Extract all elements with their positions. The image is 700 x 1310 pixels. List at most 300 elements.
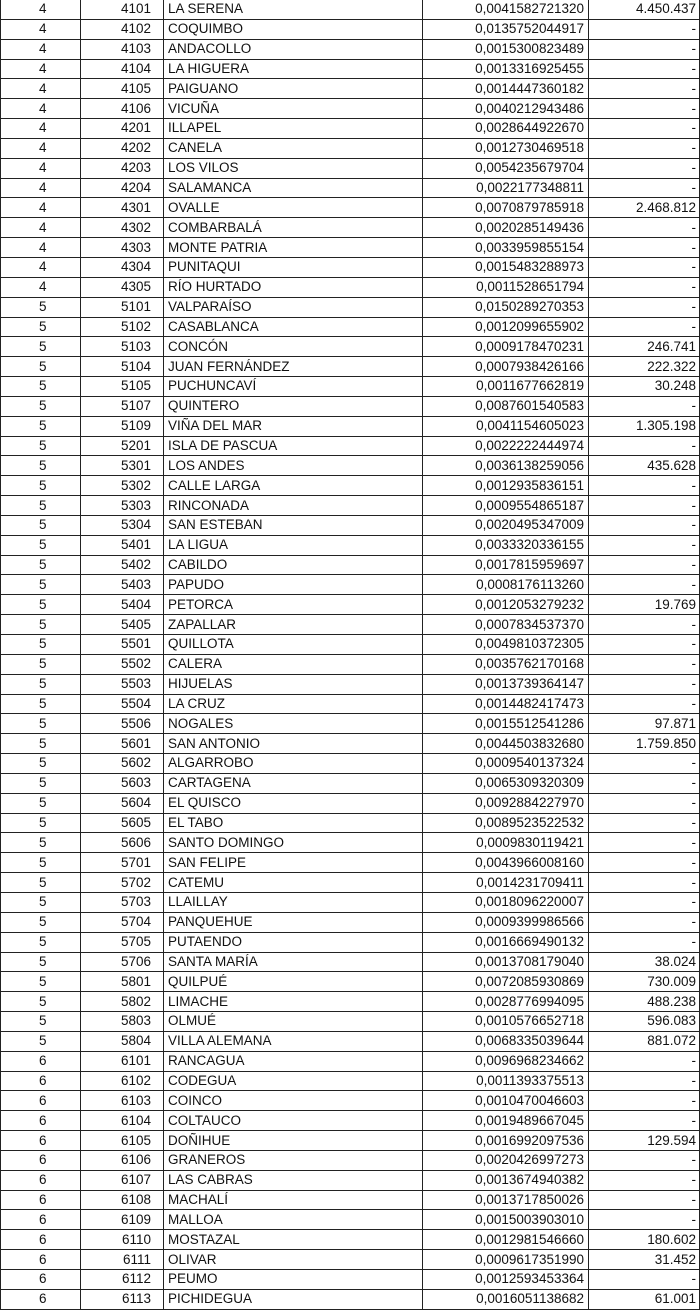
amount-cell: - <box>589 476 700 496</box>
coefficient-cell: 0,0041582721320 <box>423 0 589 19</box>
coefficient-cell: 0,0096968234662 <box>423 1051 589 1071</box>
amount-cell: 31.452 <box>589 1250 700 1270</box>
table-row <box>1 694 700 714</box>
table-row <box>1 416 700 436</box>
region-cell: 6 <box>1 1071 81 1091</box>
region-cell: 4 <box>1 0 81 19</box>
region-cell: 5 <box>1 1012 81 1032</box>
coefficient-cell: 0,0065309320309 <box>423 773 589 793</box>
table-row <box>1 635 700 655</box>
region-cell: 4 <box>1 238 81 258</box>
region-cell: 4 <box>1 178 81 198</box>
table-row <box>1 476 700 496</box>
commune-name-cell: MALLOA <box>164 1210 423 1230</box>
region-cell: 5 <box>1 436 81 456</box>
commune-code-cell: 5705 <box>81 932 164 952</box>
table-row <box>1 257 700 277</box>
table-row <box>1 138 700 158</box>
commune-code-cell: 4203 <box>81 158 164 178</box>
commune-code-cell: 6106 <box>81 1150 164 1170</box>
table-row <box>1 1170 700 1190</box>
amount-cell: - <box>589 317 700 337</box>
region-cell: 5 <box>1 734 81 754</box>
commune-code-cell: 6107 <box>81 1170 164 1190</box>
coefficient-cell: 0,0013674940382 <box>423 1170 589 1190</box>
commune-code-cell: 6104 <box>81 1111 164 1131</box>
region-cell: 5 <box>1 416 81 436</box>
commune-name-cell: PICHIDEGUA <box>164 1289 423 1309</box>
table-row <box>1 873 700 893</box>
region-cell: 5 <box>1 932 81 952</box>
table-row <box>1 992 700 1012</box>
coefficient-cell: 0,0009178470231 <box>423 337 589 357</box>
region-cell: 5 <box>1 773 81 793</box>
coefficient-cell: 0,0041154605023 <box>423 416 589 436</box>
coefficient-cell: 0,0007938426166 <box>423 357 589 377</box>
amount-cell: 180.602 <box>589 1230 700 1250</box>
coefficient-cell: 0,0044503832680 <box>423 734 589 754</box>
amount-cell: - <box>589 1051 700 1071</box>
commune-name-cell: NOGALES <box>164 714 423 734</box>
amount-cell: - <box>589 674 700 694</box>
region-cell: 6 <box>1 1190 81 1210</box>
region-cell: 6 <box>1 1111 81 1131</box>
table-row <box>1 198 700 218</box>
table-row <box>1 0 700 19</box>
table-row <box>1 952 700 972</box>
commune-code-cell: 5105 <box>81 377 164 397</box>
amount-cell: - <box>589 178 700 198</box>
amount-cell: - <box>589 515 700 535</box>
amount-cell: 38.024 <box>589 952 700 972</box>
coefficient-cell: 0,0016051138682 <box>423 1289 589 1309</box>
amount-cell: - <box>589 654 700 674</box>
table-row <box>1 496 700 516</box>
table-row <box>1 377 700 397</box>
commune-name-cell: CALERA <box>164 654 423 674</box>
coefficient-cell: 0,0020495347009 <box>423 515 589 535</box>
coefficient-cell: 0,0012593453364 <box>423 1270 589 1290</box>
region-cell: 6 <box>1 1170 81 1190</box>
commune-code-cell: 6105 <box>81 1131 164 1151</box>
region-cell: 5 <box>1 635 81 655</box>
amount-cell: - <box>589 813 700 833</box>
commune-code-cell: 4105 <box>81 79 164 99</box>
amount-cell: - <box>589 873 700 893</box>
region-cell: 5 <box>1 972 81 992</box>
commune-code-cell: 5502 <box>81 654 164 674</box>
coefficient-cell: 0,0036138259056 <box>423 456 589 476</box>
table-row <box>1 654 700 674</box>
table-row <box>1 1131 700 1151</box>
commune-code-cell: 5802 <box>81 992 164 1012</box>
commune-code-cell: 4201 <box>81 119 164 139</box>
commune-name-cell: OLMUÉ <box>164 1012 423 1032</box>
table-row <box>1 515 700 535</box>
amount-cell: - <box>589 793 700 813</box>
commune-name-cell: PAPUDO <box>164 575 423 595</box>
amount-cell: - <box>589 99 700 119</box>
region-cell: 5 <box>1 952 81 972</box>
commune-name-cell: LAS CABRAS <box>164 1170 423 1190</box>
table-row <box>1 1250 700 1270</box>
amount-cell: - <box>589 615 700 635</box>
coefficient-cell: 0,0033959855154 <box>423 238 589 258</box>
table-row <box>1 734 700 754</box>
table-row <box>1 1091 700 1111</box>
commune-code-cell: 5602 <box>81 754 164 774</box>
commune-name-cell: CANELA <box>164 138 423 158</box>
commune-code-cell: 5702 <box>81 873 164 893</box>
coefficient-cell: 0,0022177348811 <box>423 178 589 198</box>
commune-name-cell: GRANEROS <box>164 1150 423 1170</box>
table-row <box>1 813 700 833</box>
commune-name-cell: RINCONADA <box>164 496 423 516</box>
commune-name-cell: DOÑIHUE <box>164 1131 423 1151</box>
amount-cell: 4.450.437 <box>589 0 700 19</box>
table-row <box>1 456 700 476</box>
region-cell: 5 <box>1 555 81 575</box>
commune-name-cell: RANCAGUA <box>164 1051 423 1071</box>
commune-name-cell: MOSTAZAL <box>164 1230 423 1250</box>
amount-cell: - <box>589 59 700 79</box>
amount-cell: - <box>589 694 700 714</box>
region-cell: 6 <box>1 1250 81 1270</box>
commune-code-cell: 4302 <box>81 218 164 238</box>
table-row <box>1 595 700 615</box>
commune-code-cell: 4301 <box>81 198 164 218</box>
table-row <box>1 972 700 992</box>
region-cell: 5 <box>1 317 81 337</box>
commune-code-cell: 6112 <box>81 1270 164 1290</box>
coefficient-cell: 0,0016992097536 <box>423 1131 589 1151</box>
commune-code-cell: 4102 <box>81 19 164 39</box>
commune-code-cell: 5402 <box>81 555 164 575</box>
table-row <box>1 317 700 337</box>
region-cell: 5 <box>1 813 81 833</box>
region-cell: 5 <box>1 476 81 496</box>
coefficient-cell: 0,0010470046603 <box>423 1091 589 1111</box>
commune-code-cell: 6111 <box>81 1250 164 1270</box>
amount-cell: - <box>589 635 700 655</box>
amount-cell: - <box>589 158 700 178</box>
commune-name-cell: LOS ANDES <box>164 456 423 476</box>
region-cell: 6 <box>1 1289 81 1309</box>
commune-name-cell: CASABLANCA <box>164 317 423 337</box>
coefficient-cell: 0,0054235679704 <box>423 158 589 178</box>
amount-cell: - <box>589 535 700 555</box>
table-row <box>1 754 700 774</box>
commune-code-cell: 5803 <box>81 1012 164 1032</box>
table-row <box>1 575 700 595</box>
coefficient-cell: 0,0018096220007 <box>423 892 589 912</box>
commune-name-cell: LA CRUZ <box>164 694 423 714</box>
coefficient-cell: 0,0009617351990 <box>423 1250 589 1270</box>
amount-cell: 30.248 <box>589 377 700 397</box>
commune-name-cell: LIMACHE <box>164 992 423 1012</box>
amount-cell: - <box>589 496 700 516</box>
coefficient-cell: 0,0011528651794 <box>423 277 589 297</box>
table-row <box>1 1031 700 1051</box>
region-cell: 5 <box>1 575 81 595</box>
commune-code-cell: 5201 <box>81 436 164 456</box>
coefficient-cell: 0,0015003903010 <box>423 1210 589 1230</box>
commune-code-cell: 5506 <box>81 714 164 734</box>
table-row <box>1 178 700 198</box>
commune-code-cell: 6110 <box>81 1230 164 1250</box>
coefficient-cell: 0,0012981546660 <box>423 1230 589 1250</box>
commune-name-cell: QUILPUÉ <box>164 972 423 992</box>
commune-name-cell: SAN ESTEBAN <box>164 515 423 535</box>
commune-code-cell: 5804 <box>81 1031 164 1051</box>
region-cell: 5 <box>1 873 81 893</box>
amount-cell: - <box>589 833 700 853</box>
table-row <box>1 1270 700 1290</box>
coefficient-cell: 0,0089523522532 <box>423 813 589 833</box>
coefficient-cell: 0,0150289270353 <box>423 297 589 317</box>
commune-name-cell: QUINTERO <box>164 396 423 416</box>
amount-cell: - <box>589 912 700 932</box>
table-row <box>1 337 700 357</box>
amount-cell: - <box>589 218 700 238</box>
commune-code-cell: 5604 <box>81 793 164 813</box>
amount-cell: 488.238 <box>589 992 700 1012</box>
commune-code-cell: 4104 <box>81 59 164 79</box>
coefficient-cell: 0,0013717850026 <box>423 1190 589 1210</box>
amount-cell: - <box>589 754 700 774</box>
region-cell: 5 <box>1 357 81 377</box>
region-cell: 5 <box>1 754 81 774</box>
commune-code-cell: 5102 <box>81 317 164 337</box>
commune-name-cell: LA SERENA <box>164 0 423 19</box>
region-cell: 6 <box>1 1210 81 1230</box>
region-cell: 5 <box>1 456 81 476</box>
table-body <box>1 0 700 1309</box>
amount-cell: - <box>589 773 700 793</box>
table-row <box>1 19 700 39</box>
table-row <box>1 1210 700 1230</box>
coefficient-cell: 0,0087601540583 <box>423 396 589 416</box>
table-row <box>1 793 700 813</box>
coefficient-cell: 0,0035762170168 <box>423 654 589 674</box>
coefficient-cell: 0,0070879785918 <box>423 198 589 218</box>
commune-code-cell: 6109 <box>81 1210 164 1230</box>
commune-name-cell: LA LIGUA <box>164 535 423 555</box>
commune-name-cell: CARTAGENA <box>164 773 423 793</box>
coefficient-cell: 0,0013739364147 <box>423 674 589 694</box>
region-cell: 4 <box>1 257 81 277</box>
coefficient-cell: 0,0010576652718 <box>423 1012 589 1032</box>
amount-cell: 129.594 <box>589 1131 700 1151</box>
region-cell: 5 <box>1 615 81 635</box>
table-row <box>1 535 700 555</box>
amount-cell: 97.871 <box>589 714 700 734</box>
commune-code-cell: 5109 <box>81 416 164 436</box>
commune-code-cell: 5103 <box>81 337 164 357</box>
commune-name-cell: PAIGUANO <box>164 79 423 99</box>
amount-cell: - <box>589 1190 700 1210</box>
region-cell: 5 <box>1 377 81 397</box>
region-cell: 4 <box>1 158 81 178</box>
amount-cell: 246.741 <box>589 337 700 357</box>
table-row <box>1 436 700 456</box>
commune-name-cell: ANDACOLLO <box>164 39 423 59</box>
commune-name-cell: PEUMO <box>164 1270 423 1290</box>
coefficient-cell: 0,0015483288973 <box>423 257 589 277</box>
commune-code-cell: 5706 <box>81 952 164 972</box>
commune-code-cell: 5405 <box>81 615 164 635</box>
region-cell: 4 <box>1 119 81 139</box>
table-row <box>1 1051 700 1071</box>
amount-cell: - <box>589 1150 700 1170</box>
amount-cell: 222.322 <box>589 357 700 377</box>
table-row <box>1 59 700 79</box>
table-row <box>1 773 700 793</box>
table-row <box>1 1150 700 1170</box>
commune-code-cell: 5703 <box>81 892 164 912</box>
region-cell: 4 <box>1 99 81 119</box>
table-row <box>1 297 700 317</box>
table-row <box>1 912 700 932</box>
table-row <box>1 1111 700 1131</box>
commune-code-cell: 5101 <box>81 297 164 317</box>
region-cell: 6 <box>1 1131 81 1151</box>
region-cell: 5 <box>1 714 81 734</box>
commune-code-cell: 4103 <box>81 39 164 59</box>
commune-name-cell: SANTA MARÍA <box>164 952 423 972</box>
amount-cell: 881.072 <box>589 1031 700 1051</box>
commune-code-cell: 5606 <box>81 833 164 853</box>
coefficient-cell: 0,0092884227970 <box>423 793 589 813</box>
amount-cell: - <box>589 257 700 277</box>
amount-cell: 19.769 <box>589 595 700 615</box>
commune-name-cell: COLTAUCO <box>164 1111 423 1131</box>
commune-name-cell: CATEMU <box>164 873 423 893</box>
commune-name-cell: ILLAPEL <box>164 119 423 139</box>
commune-name-cell: CODEGUA <box>164 1071 423 1091</box>
amount-cell: 435.628 <box>589 456 700 476</box>
table-row <box>1 119 700 139</box>
amount-cell: - <box>589 396 700 416</box>
commune-code-cell: 5104 <box>81 357 164 377</box>
amount-cell: - <box>589 1091 700 1111</box>
coefficient-cell: 0,0015300823489 <box>423 39 589 59</box>
table-row <box>1 218 700 238</box>
table-row <box>1 932 700 952</box>
amount-cell: - <box>589 853 700 873</box>
commune-name-cell: PUCHUNCAVÍ <box>164 377 423 397</box>
commune-code-cell: 4305 <box>81 277 164 297</box>
commune-name-cell: COMBARBALÁ <box>164 218 423 238</box>
amount-cell: - <box>589 277 700 297</box>
commune-code-cell: 5603 <box>81 773 164 793</box>
coefficient-cell: 0,0020285149436 <box>423 218 589 238</box>
commune-name-cell: ZAPALLAR <box>164 615 423 635</box>
coefficient-cell: 0,0022222444974 <box>423 436 589 456</box>
commune-name-cell: CALLE LARGA <box>164 476 423 496</box>
commune-code-cell: 4101 <box>81 0 164 19</box>
commune-code-cell: 5503 <box>81 674 164 694</box>
commune-name-cell: MONTE PATRIA <box>164 238 423 258</box>
table-row <box>1 833 700 853</box>
commune-name-cell: COINCO <box>164 1091 423 1111</box>
table-row <box>1 39 700 59</box>
region-cell: 4 <box>1 218 81 238</box>
region-cell: 5 <box>1 992 81 1012</box>
commune-code-cell: 5404 <box>81 595 164 615</box>
commune-code-cell: 5601 <box>81 734 164 754</box>
region-cell: 4 <box>1 39 81 59</box>
region-cell: 4 <box>1 79 81 99</box>
coefficient-cell: 0,0049810372305 <box>423 635 589 655</box>
amount-cell: - <box>589 892 700 912</box>
amount-cell: - <box>589 932 700 952</box>
region-cell: 6 <box>1 1230 81 1250</box>
amount-cell: - <box>589 575 700 595</box>
amount-cell: - <box>589 555 700 575</box>
coefficient-cell: 0,0009399986566 <box>423 912 589 932</box>
region-cell: 4 <box>1 19 81 39</box>
commune-name-cell: CABILDO <box>164 555 423 575</box>
commune-code-cell: 5107 <box>81 396 164 416</box>
commune-name-cell: OVALLE <box>164 198 423 218</box>
commune-name-cell: OLIVAR <box>164 1250 423 1270</box>
commune-name-cell: EL QUISCO <box>164 793 423 813</box>
commune-name-cell: PANQUEHUE <box>164 912 423 932</box>
table-row <box>1 79 700 99</box>
commune-code-cell: 6101 <box>81 1051 164 1071</box>
commune-name-cell: ISLA DE PASCUA <box>164 436 423 456</box>
commune-name-cell: ALGARROBO <box>164 754 423 774</box>
amount-cell: - <box>589 1210 700 1230</box>
table-row <box>1 1190 700 1210</box>
commune-name-cell: SANTO DOMINGO <box>164 833 423 853</box>
coefficient-cell: 0,0012099655902 <box>423 317 589 337</box>
commune-code-cell: 5501 <box>81 635 164 655</box>
region-cell: 5 <box>1 535 81 555</box>
coefficient-cell: 0,0013316925455 <box>423 59 589 79</box>
commune-code-cell: 5302 <box>81 476 164 496</box>
commune-code-cell: 6102 <box>81 1071 164 1091</box>
table-row <box>1 277 700 297</box>
coefficient-cell: 0,0009540137324 <box>423 754 589 774</box>
commune-code-cell: 5401 <box>81 535 164 555</box>
commune-code-cell: 5304 <box>81 515 164 535</box>
amount-cell: 1.759.850 <box>589 734 700 754</box>
commune-name-cell: SAN FELIPE <box>164 853 423 873</box>
commune-name-cell: CONCÓN <box>164 337 423 357</box>
coefficient-cell: 0,0033320336155 <box>423 535 589 555</box>
table-row <box>1 99 700 119</box>
region-cell: 4 <box>1 198 81 218</box>
commune-name-cell: PUNITAQUI <box>164 257 423 277</box>
coefficient-cell: 0,0020426997273 <box>423 1150 589 1170</box>
commune-name-cell: EL TABO <box>164 813 423 833</box>
table-row <box>1 1289 700 1309</box>
amount-cell: - <box>589 297 700 317</box>
table-row <box>1 158 700 178</box>
region-cell: 5 <box>1 1031 81 1051</box>
coefficient-cell: 0,0072085930869 <box>423 972 589 992</box>
commune-code-cell: 4303 <box>81 238 164 258</box>
amount-cell: 2.468.812 <box>589 198 700 218</box>
region-cell: 5 <box>1 396 81 416</box>
commune-name-cell: VIÑA DEL MAR <box>164 416 423 436</box>
table-row <box>1 1071 700 1091</box>
commune-code-cell: 5701 <box>81 853 164 873</box>
region-cell: 5 <box>1 595 81 615</box>
amount-cell: - <box>589 79 700 99</box>
